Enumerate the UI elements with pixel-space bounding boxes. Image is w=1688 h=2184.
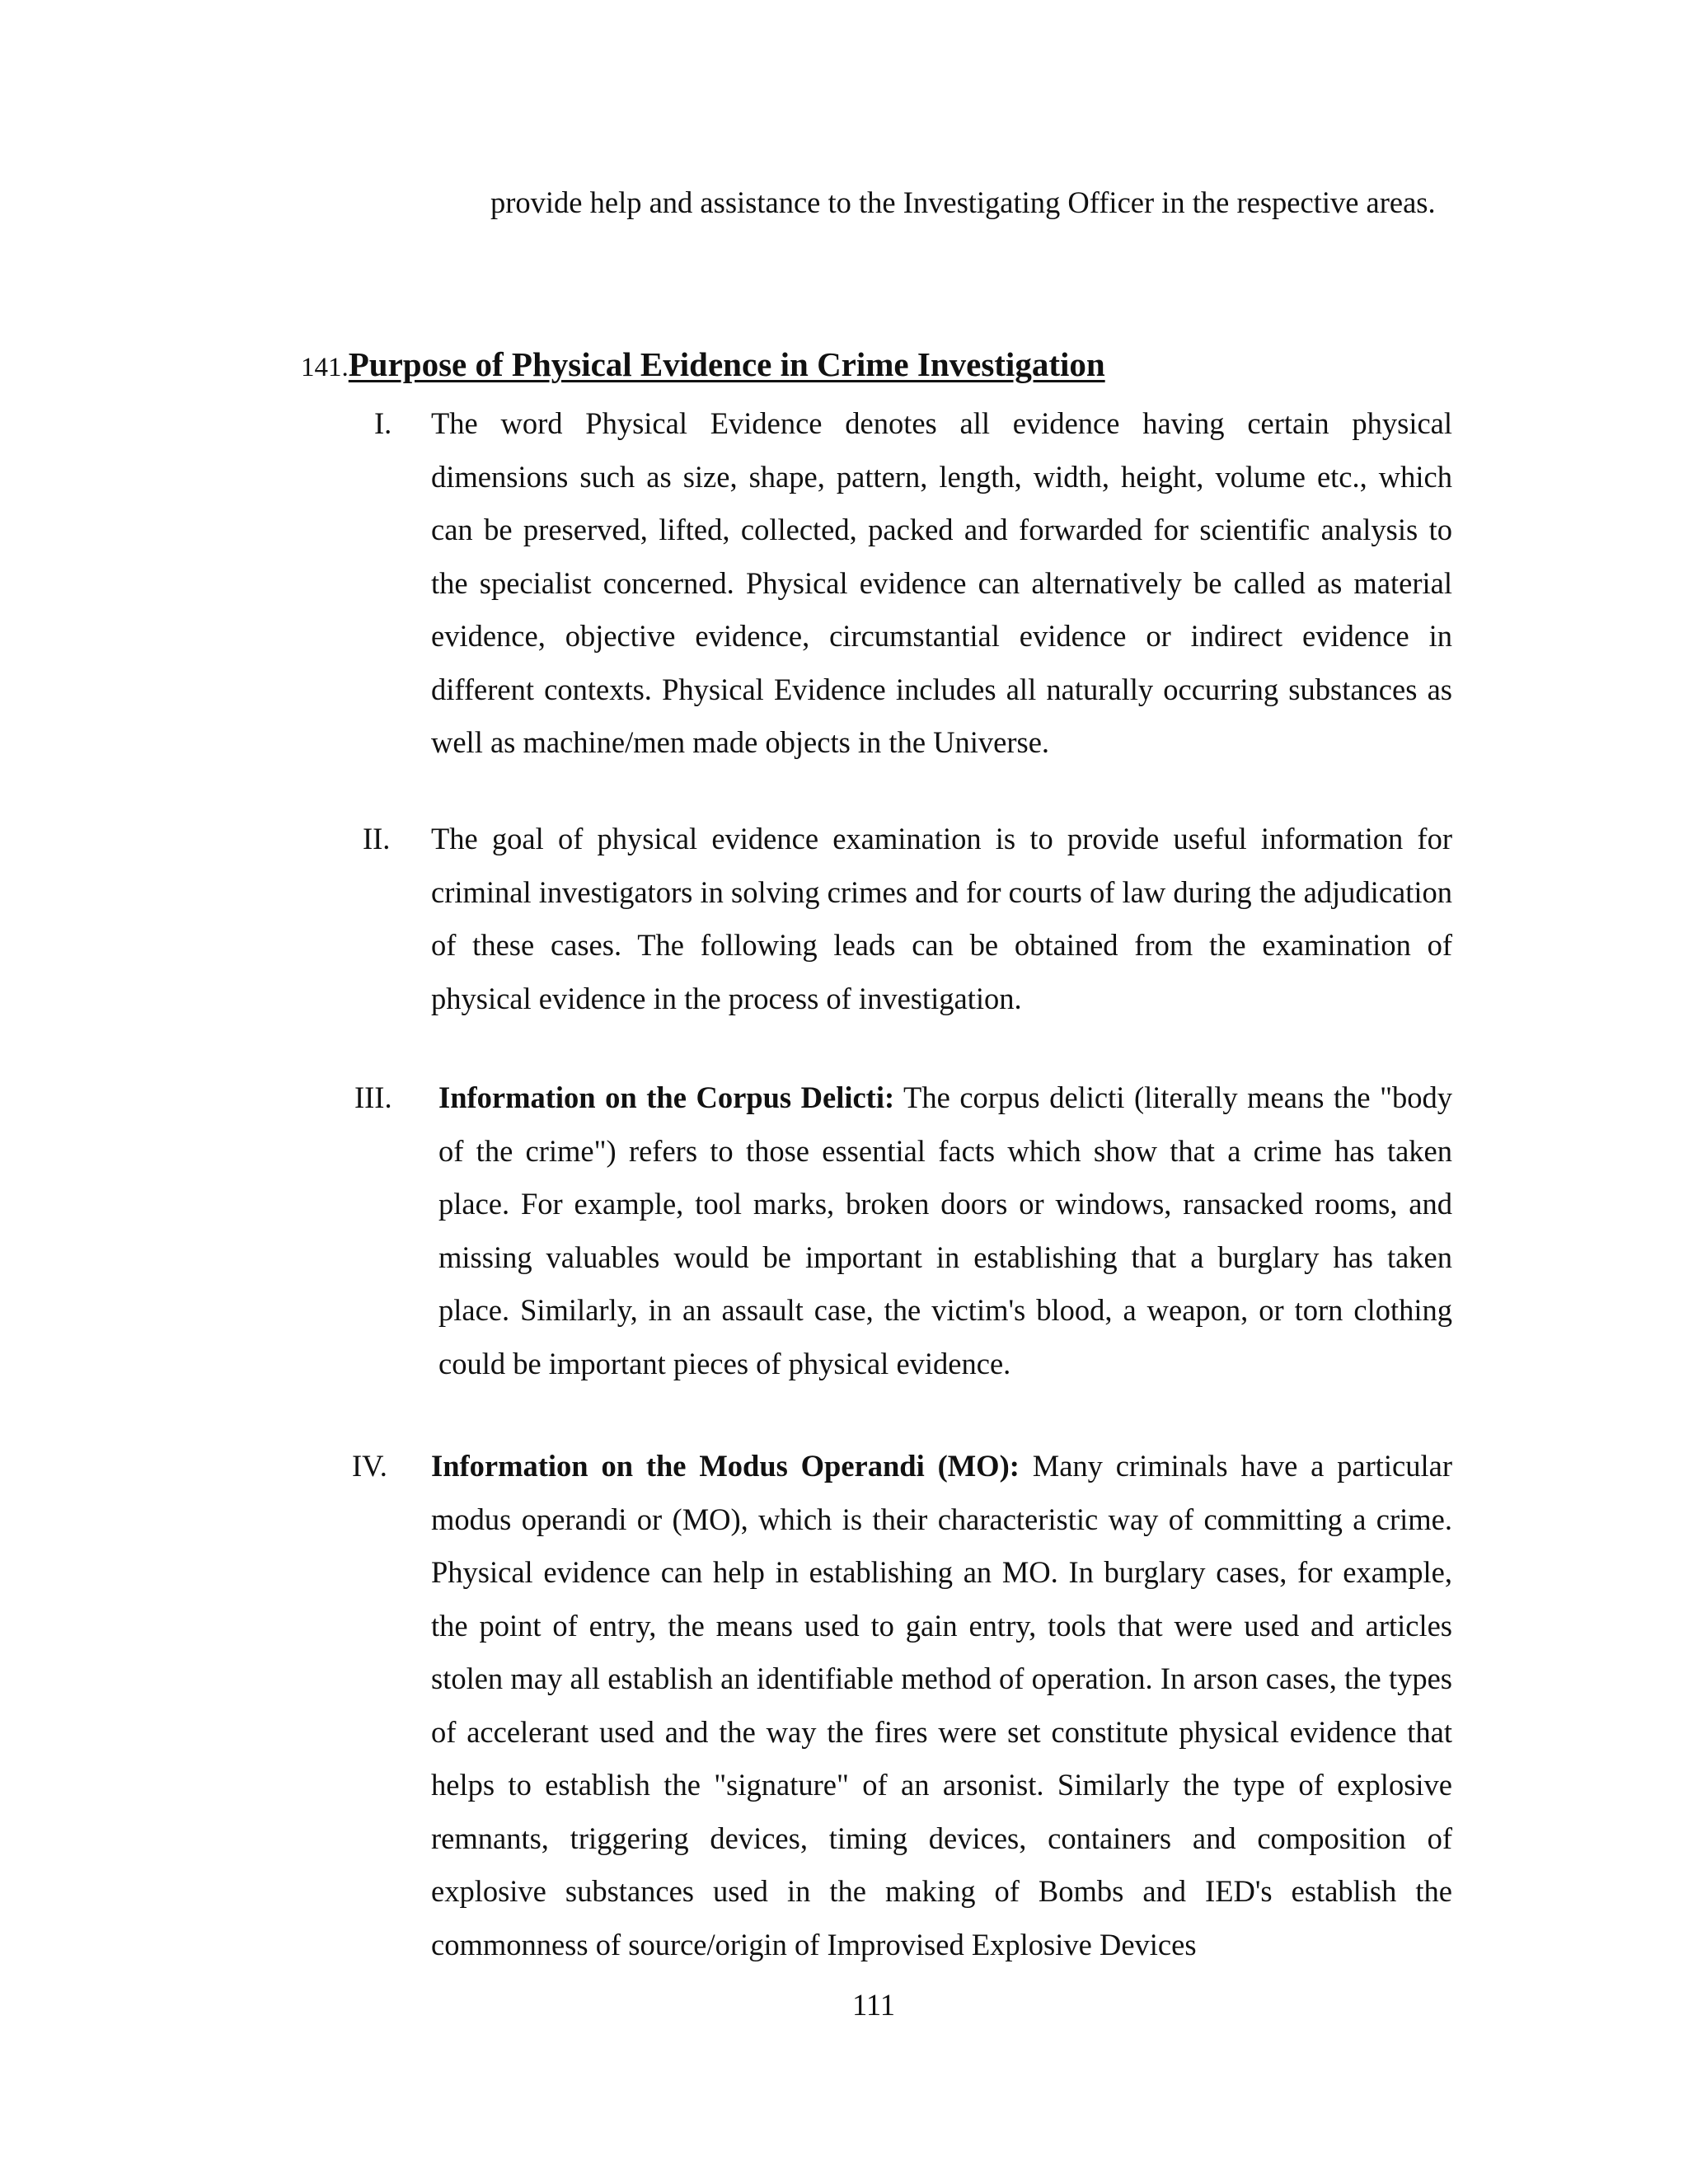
item-text bbox=[438, 1071, 1452, 1390]
item-text bbox=[431, 1440, 1452, 1971]
item-numeral: II. bbox=[363, 822, 391, 855]
item-text bbox=[431, 813, 1452, 1025]
section-title: Purpose of Physical Evidence in Crime Investigation bbox=[348, 345, 1105, 383]
page-number: 111 bbox=[851, 1988, 896, 2022]
item-body: The goal of physical evidence examination is to provide useful information for criminal investigators in solving crimes and for courts of law during the adjudication of these cases. The following leads can be obtained from the examination of physical evidence in the process of investigation. bbox=[431, 822, 1452, 1015]
item-numeral: III. bbox=[354, 1080, 392, 1114]
item-body: The word Physical Evidence denotes all evidence having certain physical dimensions such as size, shape, pattern, length, width, height, volume etc., which can be preserved, lifted, collected, packed and forwarded for scientific analysis to the specialist concerned. Physical evidence can alternatively be called as material evidence, objective evidence, circumstantial evidence or indirect evidence in different contexts. Physical Evidence includes all naturally occurring substances as well as machine/men made objects in the Universe. bbox=[431, 406, 1452, 759]
section-heading bbox=[301, 340, 1105, 389]
intro-paragraph: provide help and assistance to the Investigating Officer in the respective areas. bbox=[490, 185, 1436, 219]
item-numeral: IV. bbox=[352, 1449, 387, 1483]
item-numeral: I. bbox=[374, 406, 392, 440]
item-text bbox=[431, 397, 1452, 770]
section-number: 141. bbox=[301, 353, 349, 382]
item-lead: Information on the Corpus Delicti: bbox=[438, 1080, 895, 1114]
item-lead: Information on the Modus Operandi (MO): bbox=[431, 1449, 1020, 1483]
item-body: Many criminals have a particular modus operandi or (MO), which is their characteristic way of committing a crime. Physical evidence can help in establishing an MO. In burglary cases, for example, the point of entry, the means used to gain entry, tools that were used and articles stolen may all establish an identifiable method of operation. In arson cases, the types of accelerant used and the way the fires were set constitute physical evidence that helps to establish the "signature" of an arsonist. Similarly the type of explosive remnants, triggering devices, timing devices, containers and composition of explosive substances used in the making of Bombs and IED's establish the commonness of source/origin of Improvised Explosive Devices bbox=[431, 1449, 1452, 1961]
item-body: The corpus delicti (literally means the "body of the crime") refers to those essential facts which show that a crime has taken place. For example, tool marks, broken doors or windows, ransacked rooms, and missing valuables would be important in establishing that a burglary has taken place. Similarly, in an assault case, the victim's blood, a weapon, or torn clothing could be important pieces of physical evidence. bbox=[438, 1080, 1453, 1380]
